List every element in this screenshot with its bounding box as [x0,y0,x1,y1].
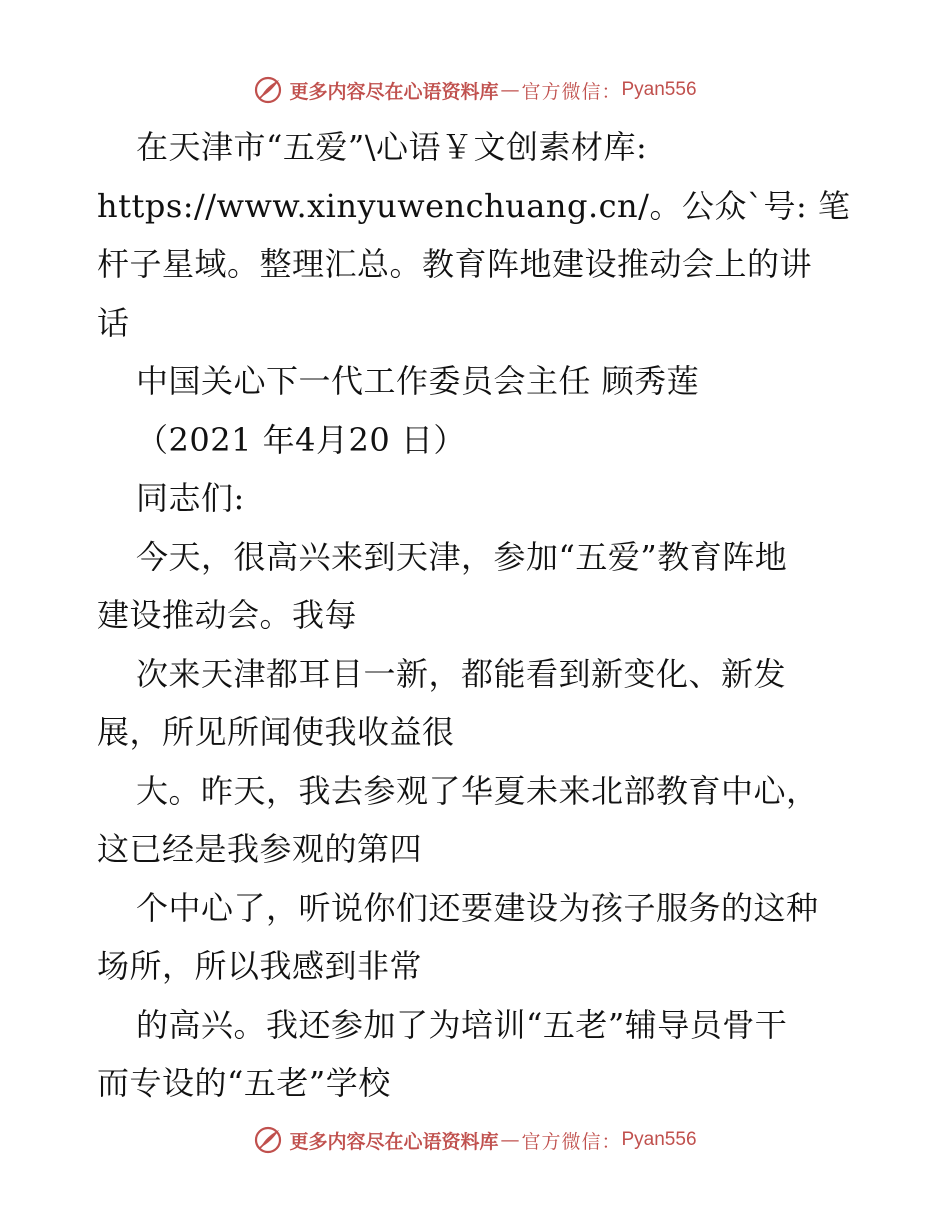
footer-banner [0,1120,950,1160]
text-line: 这已经是我参观的第四 [97,830,423,868]
text-line: 次来天津都耳目一新，都能看到新变化、新发 [136,654,787,693]
header-banner [0,70,950,110]
text-line: 话 [97,303,130,342]
banner-wechat-id: Pyan556 [621,1129,697,1150]
text-line: 场所，所以我感到非常 [97,947,423,985]
banner-wechat-id: Pyan556 [621,79,697,100]
text-line: 而专设的“五老”学校 [97,1064,391,1102]
text-line: 杆子星域。整理汇总。教育阵地建设推动会上的讲 [97,245,813,283]
banner-title: 更多内容尽在心语资料库 [289,80,499,103]
banner-wechat-label: 官方微信： [521,80,622,103]
banner-title: 更多内容尽在心语资料库 [289,1130,499,1153]
author-line: 中国关心下一代工作委员会主任 顾秀莲 [136,362,700,400]
feather-pen-logo-icon [253,1125,283,1155]
text-line: 建设推动会。我每 [97,596,358,634]
banner-dash: — [500,79,520,101]
text-line: 在天津市“五爱”\心语￥文创素材库: [136,128,648,166]
banner-dash: — [500,1129,520,1151]
text-line: 今天，很高兴来到天津，参加“五爱”教育阵地 [136,537,788,576]
document-body [97,118,857,1113]
date-line: （2021 年4月20 日） [136,420,466,459]
text-line: 个中心了，听说你们还要建设为孩子服务的这种 [136,888,819,927]
text-line: https://www.xinyuwenchuang.cn/。公众`号: 笔 [97,186,851,225]
feather-pen-logo-icon [253,75,283,105]
banner-wechat-label: 官方微信： [521,1130,622,1153]
text-line: 大。昨天，我去参观了华夏未来北部教育中心， [136,771,819,810]
text-line: 展，所见所闻使我收益很 [97,713,455,751]
text-line: 的高兴。我还参加了为培训“五老”辅导员骨干 [136,1005,788,1044]
salutation-line: 同志们: [136,479,245,517]
